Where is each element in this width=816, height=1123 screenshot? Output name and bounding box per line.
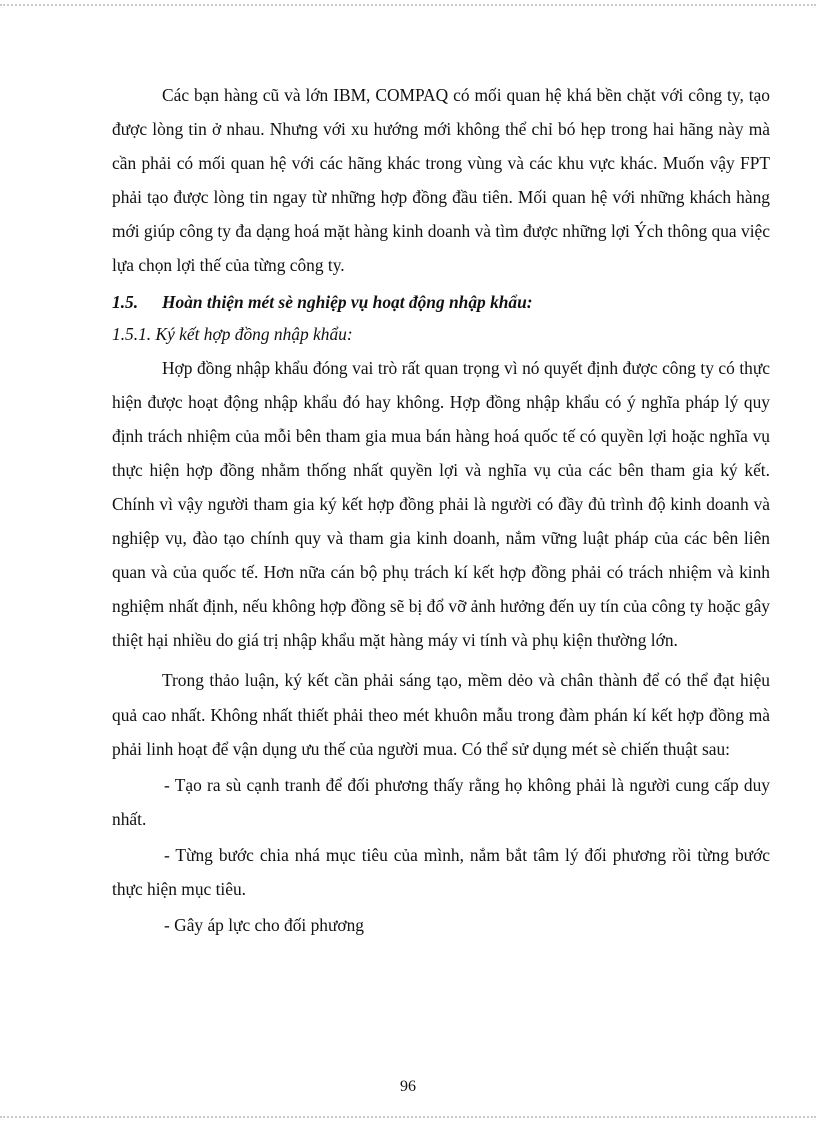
section-title: Hoàn thiện mét sè nghiệp vụ hoạt động nhập khẩu: xyxy=(162,291,533,312)
bullet-item-3: - Gây áp lực cho đối phương xyxy=(164,915,364,936)
page-content xyxy=(112,78,770,942)
bullet-item-2: - Từng bước chia nhá mục tiêu của mình, nắm bắt tâm lý đối phương rồi từng bước thực hiện mục tiêu. xyxy=(112,844,770,899)
top-border xyxy=(0,4,816,6)
subsection-heading: 1.5.1. Ký kết hợp đồng nhập khẩu: xyxy=(112,323,353,344)
bullet-item-1: - Tạo ra sù cạnh tranh để đối phương thấy rằng họ không phải là người cung cấp duy nhất. xyxy=(112,774,770,829)
section-number: 1.5. xyxy=(112,291,139,312)
page-number: 96 xyxy=(400,1078,416,1095)
bottom-border xyxy=(0,1116,816,1118)
intro-paragraph: Các bạn hàng cũ và lớn IBM, COMPAQ có mối quan hệ khá bền chặt với công ty, tạo được lòng tin ở nhau. Nhưng với xu hướng mới không thể chỉ bó hẹp trong hai hãng này mà cần phải có mối quan hệ với các hãng khác trong vùng và các khu vực khác. Muốn vậy FPT phải tạo được lòng tin ngay từ những hợp đồng đầu tiên. Mối quan hệ với những khách hàng mới giúp công ty đa dạng hoá mặt hàng kinh doanh và tìm được những lợi Ých thông qua việc lựa chọn lợi thế của từng công ty. xyxy=(112,85,770,276)
section-heading xyxy=(112,287,770,317)
body-paragraph-1: Hợp đồng nhập khẩu đóng vai trò rất quan trọng vì nó quyết định được công ty có thực hiện được hoạt động nhập khẩu đó hay không. Hợp đồng nhập khẩu có ý nghĩa pháp lý quy định trách nhiệm của mỗi bên tham gia mua bán hàng hoá quốc tế có quyền lợi hoặc nghĩa vụ thực hiện hợp đồng nhằm thống nhất quyền lợi và nghĩa vụ của các bên tham gia ký kết. Chính vì vậy người tham gia ký kết hợp đồng phải là người có đầy đủ trình độ kinh doanh và nghiệp vụ, đào tạo chính quy và tham gia kinh doanh, nắm vững luật pháp của các bên liên quan và của quốc tế. Hơn nữa cán bộ phụ trách kí kết hợp đồng phải có trách nhiệm và kinh nghiệm nhất định, nếu không hợp đồng sẽ bị đổ vỡ ảnh hưởng đến uy tín của công ty hoặc gây thiệt hại nhiều do giá trị nhập khẩu mặt hàng máy vi tính và phụ kiện thường lớn. xyxy=(112,357,770,651)
body-paragraph-2: Trong thảo luận, ký kết cần phải sáng tạo, mềm dẻo và chân thành để có thể đạt hiệu quả cao nhất. Không nhất thiết phải theo mét khuôn mẫu trong đàm phán kí kết hợp đồng mà phải linh hoạt để vận dụng ưu thế của người mua. Có thể sử dụng mét sè chiến thuật sau: xyxy=(112,670,770,759)
